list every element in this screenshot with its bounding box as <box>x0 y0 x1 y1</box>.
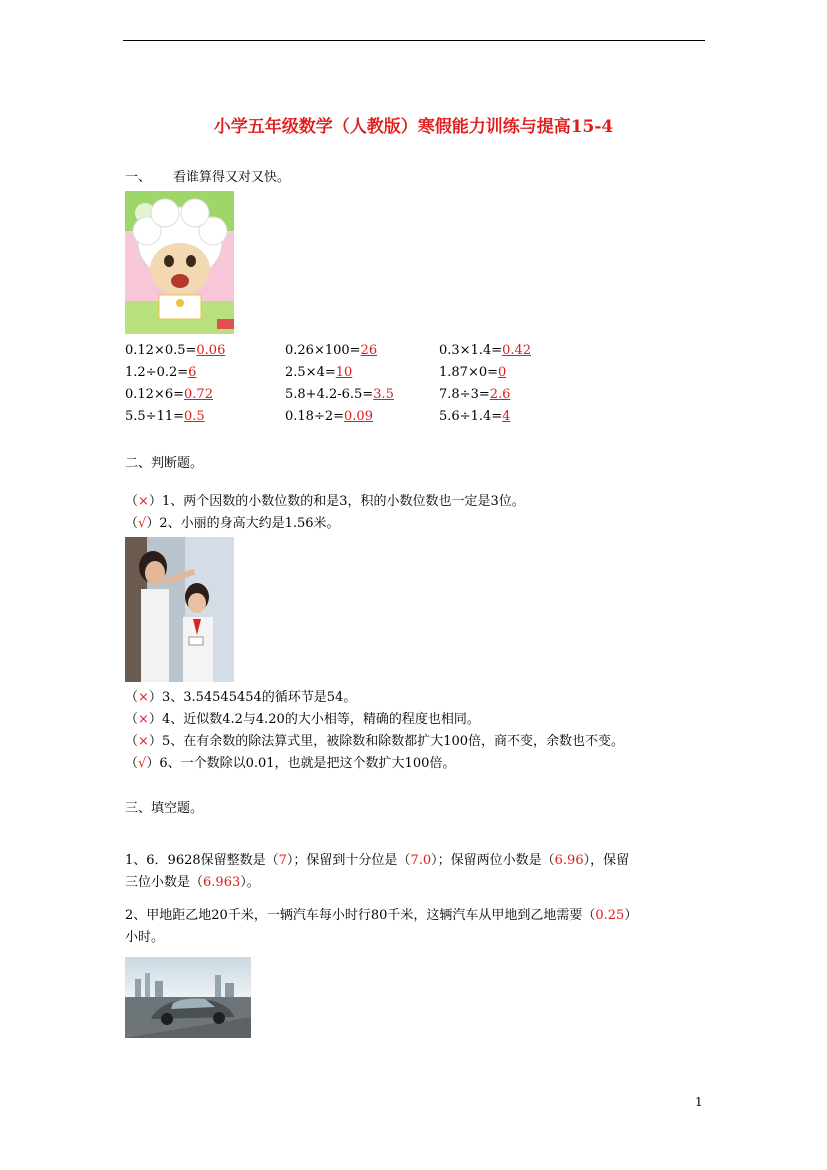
calc-item: 0.12×0.5=0.06 <box>125 343 226 358</box>
calc-item: 7.8÷3=2.6 <box>439 387 511 402</box>
section-3-heading: 三、填空题。 <box>125 801 204 816</box>
cross-mark: × <box>138 690 149 705</box>
calc-item: 0.26×100=26 <box>285 343 378 358</box>
fill-item-2-cont: 小时。 <box>125 930 165 945</box>
section-1-title: 看谁算得又对又快。 <box>173 170 291 185</box>
calc-item: 0.3×1.4=0.42 <box>439 343 532 358</box>
page-title: 小学五年级数学（人教版）寒假能力训练与提高15-4 <box>213 117 614 137</box>
calc-item: 1.87×0=0 <box>439 365 507 380</box>
judge-item: （√）2、小丽的身高大约是1.56米。 <box>125 516 340 531</box>
section-1-heading <box>125 166 290 185</box>
check-mark: √ <box>138 516 147 531</box>
cross-mark: × <box>138 494 149 509</box>
fill-item-1: 1、6．9628保留整数是（7）；保留到十分位是（7.0）；保留两位小数是（6.96），保留 <box>125 853 630 868</box>
section-1-number: 一、 <box>125 170 152 185</box>
calc-item: 5.5÷11=0.5 <box>125 409 205 424</box>
judge-item: （√）6、一个数除以0.01，也就是把这个数扩大100倍。 <box>125 756 456 771</box>
car-photo <box>125 957 251 1038</box>
cross-mark: × <box>138 712 149 727</box>
judge-item: （×）1、两个因数的小数位数的和是3，积的小数位数也一定是3位。 <box>125 494 525 509</box>
judge-item: （×）3、3.54545454的循环节是54。 <box>125 690 357 705</box>
cross-mark: × <box>138 734 149 749</box>
judge-item: （×）5、在有余数的除法算式里，被除数和除数都扩大100倍，商不变，余数也不变。 <box>125 734 625 749</box>
calc-item: 5.6÷1.4=4 <box>439 409 511 424</box>
fill-item-2: 2、甲地距乙地20千米，一辆汽车每小时行80千米，这辆汽车从甲地到乙地需要（0.25） <box>125 908 638 923</box>
calc-item: 0.18÷2=0.09 <box>285 409 373 424</box>
calc-item: 5.8+4.2-6.5=3.5 <box>285 387 394 402</box>
section-2-heading: 二、判断题。 <box>125 456 204 471</box>
cartoon-sheep-image <box>125 191 234 334</box>
height-measuring-photo <box>125 537 234 682</box>
check-mark: √ <box>138 756 147 771</box>
calc-item: 0.12×6=0.72 <box>125 387 213 402</box>
judge-item: （×）4、近似数4.2与4.20的大小相等，精确的程度也相同。 <box>125 712 480 727</box>
page-number: 1 <box>695 1095 703 1109</box>
fill-item-1-cont: 三位小数是（6.963）。 <box>125 875 260 890</box>
header-rule <box>123 40 705 41</box>
calc-item: 1.2÷0.2=6 <box>125 365 197 380</box>
calc-item: 2.5×4=10 <box>285 365 353 380</box>
